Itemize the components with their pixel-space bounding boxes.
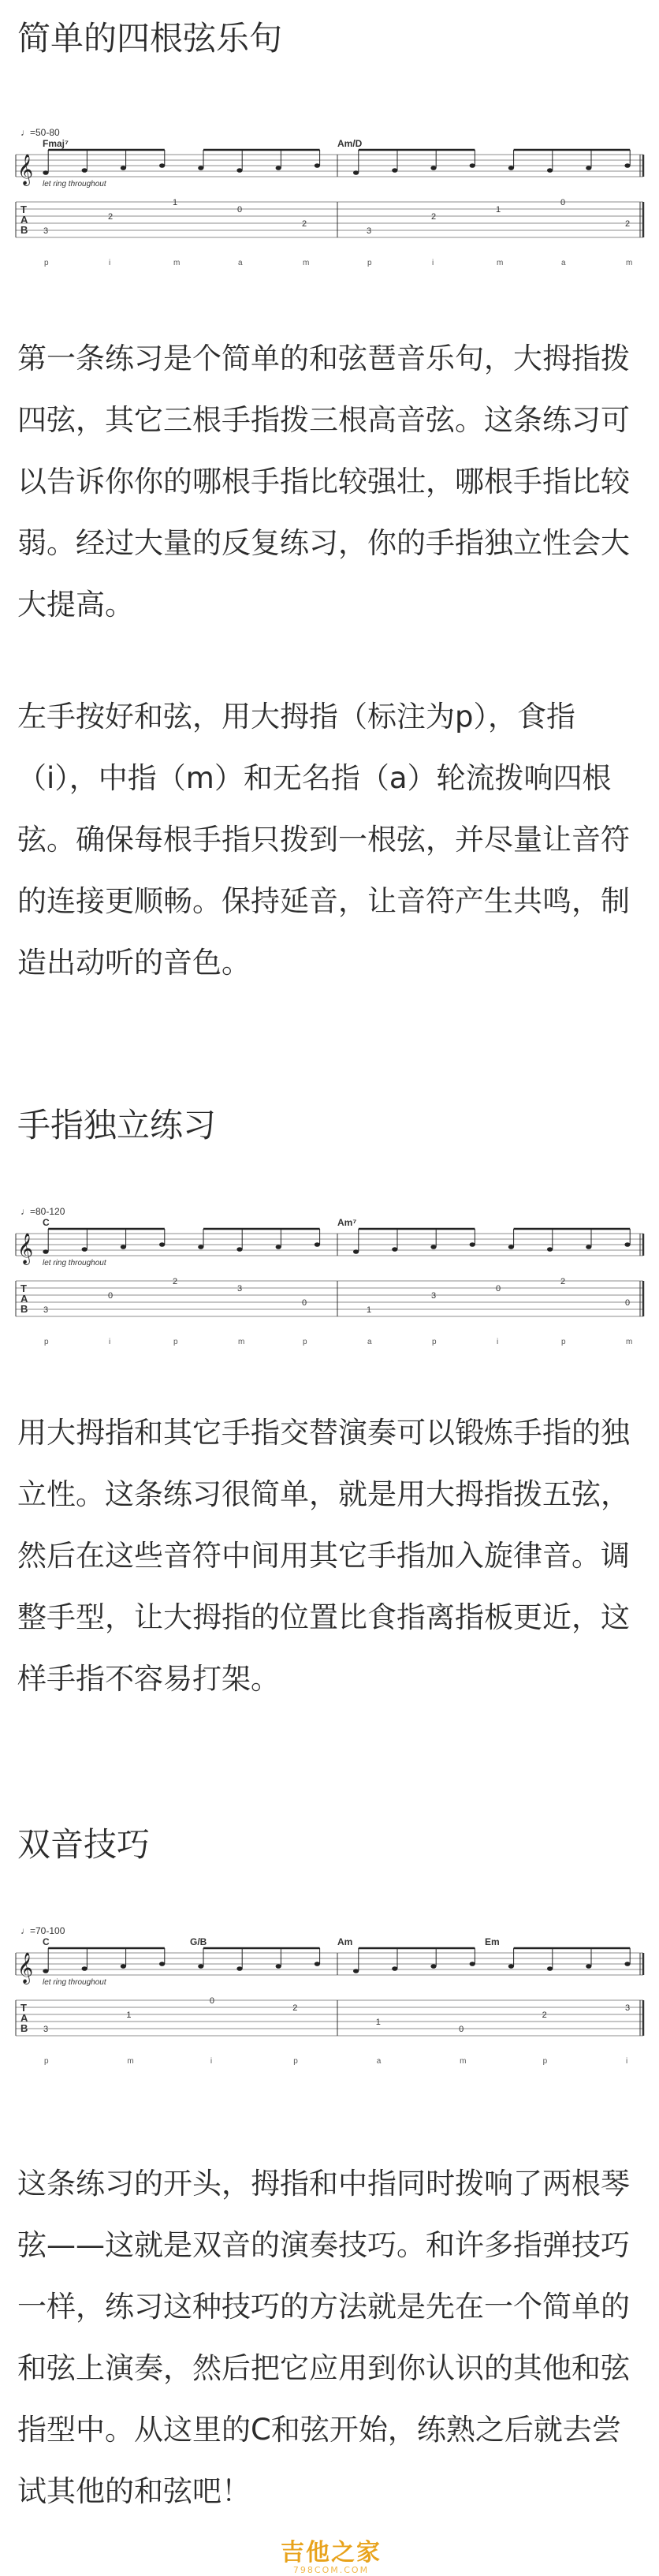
fingering-letter: p bbox=[367, 259, 372, 267]
tab-number: 1 bbox=[375, 2018, 381, 2027]
tab-number: 3 bbox=[43, 226, 49, 236]
notation-score-1 bbox=[11, 126, 648, 276]
tempo-marking: ♩=70-100 bbox=[20, 1925, 65, 1936]
tab-number: 3 bbox=[237, 1284, 243, 1294]
chord-symbol: G/B bbox=[190, 1936, 207, 1947]
note-head bbox=[159, 1242, 165, 1247]
note-head bbox=[624, 163, 630, 168]
note-head bbox=[159, 1962, 165, 1966]
note-head bbox=[236, 1966, 242, 1971]
note-head bbox=[82, 1247, 87, 1252]
chord-symbol: Em bbox=[485, 1936, 500, 1947]
chord-symbol: Am/D bbox=[337, 138, 363, 149]
section-heading: 手指独立练习 bbox=[17, 1106, 217, 1144]
note-head bbox=[586, 166, 591, 170]
tab-number: 2 bbox=[302, 219, 307, 229]
note-head bbox=[392, 1247, 397, 1252]
fingering-letter: i bbox=[626, 2057, 628, 2066]
paragraph: 这条练习的开头，拇指和中指同时拨响了两根琴弦——这就是双音的演奏技巧。和许多指弹技巧一样，练习这种技巧的方法就是先在一个简单的和弦上演奏，然后把它应用到你认识的其他和弦指型中。从这里的C和弦开始，练熟之后就去尝试其他的和弦吧！ bbox=[17, 2167, 630, 2508]
note-head bbox=[121, 166, 126, 170]
tab-number: 0 bbox=[302, 1298, 307, 1308]
note-head bbox=[315, 1962, 320, 1966]
notation-score-2 bbox=[11, 1205, 648, 1355]
note-head bbox=[315, 1242, 320, 1247]
fingering-letter: m bbox=[497, 259, 504, 267]
note-head bbox=[508, 1964, 514, 1969]
ring-instruction: let ring throughout bbox=[43, 180, 106, 189]
fingering-letter: p bbox=[44, 259, 49, 267]
tab-number: 1 bbox=[173, 198, 178, 207]
tab-number: 2 bbox=[560, 1277, 566, 1286]
note-head bbox=[586, 1964, 591, 1969]
note-head bbox=[353, 170, 359, 175]
ring-instruction: let ring throughout bbox=[43, 1978, 106, 1987]
tab-number: 0 bbox=[237, 205, 243, 215]
watermark-title: 吉他之家 bbox=[281, 2539, 382, 2567]
tab-number: 0 bbox=[209, 1996, 214, 2006]
note-head bbox=[43, 1969, 48, 1973]
note-head bbox=[430, 1964, 436, 1969]
fingering-letter: p bbox=[44, 1338, 49, 1346]
fingering-letter: p bbox=[293, 2057, 298, 2066]
fingering-letter: i bbox=[432, 259, 434, 267]
fingering-letter: m bbox=[626, 1338, 633, 1346]
score-svg bbox=[11, 1925, 648, 2074]
note-head bbox=[43, 170, 48, 175]
note-head bbox=[82, 168, 87, 173]
chord-symbol: C bbox=[43, 1217, 50, 1228]
tab-number: 2 bbox=[108, 212, 114, 222]
fingering-letter: p bbox=[303, 1338, 307, 1346]
fingering-letter: m bbox=[626, 259, 633, 267]
note-head bbox=[547, 168, 553, 173]
tab-number: 3 bbox=[43, 2025, 49, 2034]
tab-number: 0 bbox=[496, 1284, 501, 1294]
note-head bbox=[276, 1964, 281, 1969]
fingering-letter: i bbox=[497, 1338, 499, 1346]
chord-symbol: C bbox=[43, 1936, 50, 1947]
note-head bbox=[586, 1245, 591, 1249]
tab-number: 3 bbox=[367, 226, 372, 236]
note-head bbox=[121, 1245, 126, 1249]
tab-number: 1 bbox=[496, 205, 501, 215]
note-head bbox=[82, 1966, 87, 1971]
fingering-letter: p bbox=[561, 1338, 566, 1346]
fingering-letter: p bbox=[542, 2057, 548, 2066]
tab-number: 0 bbox=[459, 2025, 464, 2034]
fingering-letter: m bbox=[238, 1338, 245, 1346]
tab-number: 0 bbox=[560, 198, 566, 207]
tab-clef: T bbox=[20, 203, 27, 215]
tab-clef: B bbox=[20, 2022, 28, 2034]
fingering-letter: p bbox=[44, 2057, 49, 2066]
note-head bbox=[236, 1247, 242, 1252]
ring-instruction: let ring throughout bbox=[43, 1259, 106, 1267]
tab-number: 2 bbox=[292, 2003, 298, 2013]
note-head bbox=[315, 163, 320, 168]
section-heading: 简单的四根弦乐句 bbox=[17, 19, 283, 58]
chord-symbol: Fmaj⁷ bbox=[43, 138, 69, 149]
note-head bbox=[276, 1245, 281, 1249]
treble-clef-icon: 𝄞 bbox=[17, 154, 34, 185]
watermark-sub: 798COM.COM bbox=[292, 2565, 370, 2575]
note-head bbox=[276, 166, 281, 170]
note-head bbox=[198, 1964, 203, 1969]
tab-clef: B bbox=[20, 224, 28, 236]
note-head bbox=[430, 1245, 436, 1249]
fingering-letter: a bbox=[238, 259, 243, 267]
paragraph: 第一条练习是个简单的和弦琶音乐句，大拇指拨四弦，其它三根手指拨三根高音弦。这条练习可以告诉你你的哪根手指比较强壮，哪根手指比较弱。经过大量的反复练习，你的手指独立性会大大提高。 bbox=[17, 342, 630, 622]
tab-number: 0 bbox=[625, 1298, 631, 1308]
paragraph: 用大拇指和其它手指交替演奏可以锻炼手指的独立性。这条练习很简单，就是用大拇指拨五弦，然后在这些音符中间用其它手指加入旋律音。调整手型，让大拇指的位置比食指离指板更近，这样手指不容易打架。 bbox=[17, 1416, 630, 1696]
note-head bbox=[624, 1242, 630, 1247]
fingering-letter: a bbox=[561, 259, 566, 267]
note-head bbox=[430, 166, 436, 170]
note-head bbox=[508, 1245, 514, 1249]
treble-clef-icon: 𝄞 bbox=[17, 1233, 34, 1264]
tab-clef: A bbox=[20, 1293, 28, 1305]
chord-symbol: Am⁷ bbox=[337, 1217, 357, 1228]
tempo-marking: ♩=50-80 bbox=[20, 127, 60, 138]
note-head bbox=[159, 163, 165, 168]
tab-clef: T bbox=[20, 2002, 27, 2014]
section-heading: 双音技巧 bbox=[17, 1825, 151, 1864]
tab-clef: T bbox=[20, 1282, 27, 1294]
tab-number: 1 bbox=[367, 1305, 372, 1315]
chord-symbol: Am bbox=[337, 1936, 353, 1947]
note-head bbox=[508, 166, 514, 170]
tab-clef: A bbox=[20, 2012, 28, 2024]
note-head bbox=[470, 163, 475, 168]
tab-number: 2 bbox=[431, 212, 437, 222]
fingering-letter: i bbox=[210, 2057, 213, 2066]
tab-number: 0 bbox=[108, 1291, 114, 1301]
tab-number: 3 bbox=[43, 1305, 49, 1315]
treble-clef-icon: 𝄞 bbox=[17, 1952, 34, 1984]
fingering-letter: a bbox=[367, 1338, 372, 1346]
note-head bbox=[236, 168, 242, 173]
fingering-letter: m bbox=[460, 2057, 467, 2066]
score-svg bbox=[11, 126, 648, 276]
note-head bbox=[392, 1966, 397, 1971]
tempo-marking: ♩=80-120 bbox=[20, 1206, 65, 1217]
note-head bbox=[547, 1966, 553, 1971]
tab-number: 1 bbox=[126, 2010, 132, 2020]
tab-number: 2 bbox=[173, 1277, 178, 1286]
score-svg bbox=[11, 1205, 648, 1355]
tab-number: 3 bbox=[431, 1291, 437, 1301]
tab-number: 3 bbox=[625, 2003, 631, 2013]
note-head bbox=[43, 1249, 48, 1254]
notation-score-3 bbox=[11, 1925, 648, 2074]
note-head bbox=[392, 168, 397, 173]
note-head bbox=[470, 1962, 475, 1966]
fingering-letter: p bbox=[173, 1338, 178, 1346]
note-head bbox=[198, 166, 203, 170]
note-head bbox=[353, 1249, 359, 1254]
watermark-logo bbox=[260, 2541, 402, 2575]
fingering-letter: m bbox=[303, 259, 310, 267]
fingering-letter: m bbox=[127, 2057, 134, 2066]
note-head bbox=[470, 1242, 475, 1247]
tab-clef: A bbox=[20, 214, 28, 226]
tab-number: 2 bbox=[542, 2010, 547, 2020]
note-head bbox=[547, 1247, 553, 1252]
note-head bbox=[353, 1969, 359, 1973]
tab-clef: B bbox=[20, 1303, 28, 1315]
note-head bbox=[624, 1962, 630, 1966]
paragraph: 左手按好和弦，用大拇指（标注为p），食指（i），中指（m）和无名指（a）轮流拨响四根弦。确保每根手指只拨到一根弦，并尽量让音符的连接更顺畅。保持延音，让音符产生共鸣，制造出动听的音色。 bbox=[17, 700, 630, 980]
note-head bbox=[121, 1964, 126, 1969]
fingering-letter: a bbox=[376, 2057, 382, 2066]
tab-number: 2 bbox=[625, 219, 631, 229]
note-head bbox=[198, 1245, 203, 1249]
fingering-letter: i bbox=[109, 1338, 111, 1346]
fingering-letter: m bbox=[173, 259, 181, 267]
fingering-letter: p bbox=[432, 1338, 437, 1346]
fingering-letter: i bbox=[109, 259, 111, 267]
